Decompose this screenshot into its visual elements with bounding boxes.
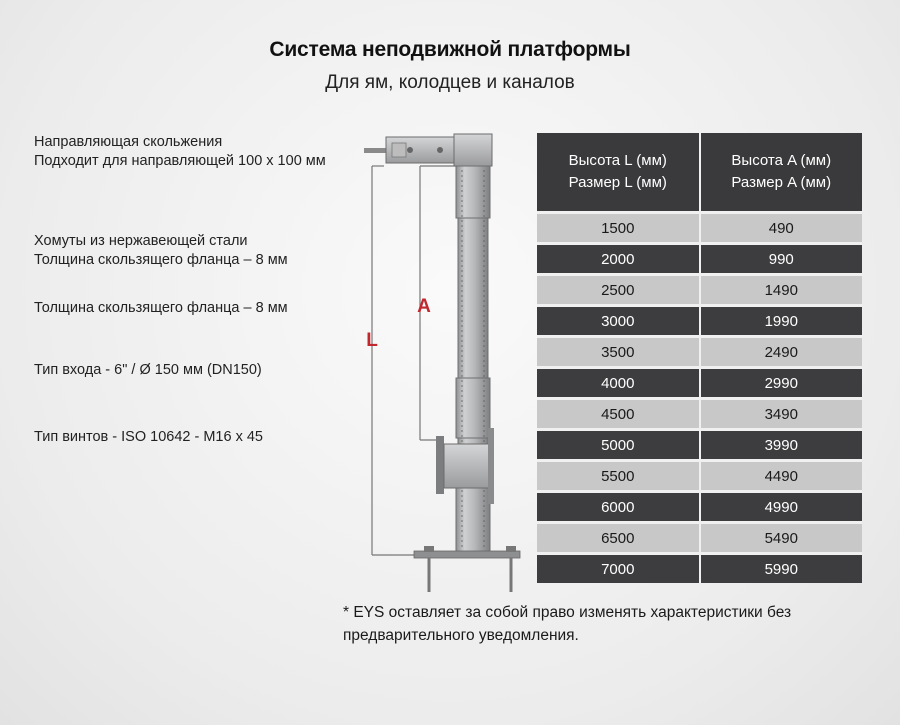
page-title: Система неподвижной платформы [269,38,631,61]
page-subtitle: Для ям, колодцев и каналов [325,72,575,93]
spec-line: Направляющая скольжения [34,134,223,150]
cell-l: 2500 [537,275,700,306]
cell-l: 4000 [537,368,700,399]
main-pipe [456,166,490,555]
spec-line: Толщина скользящего фланца – 8 мм [34,252,288,268]
table-row [537,337,862,368]
table-header-row [537,133,862,213]
table-row [537,368,862,399]
cell-a: 4490 [700,461,863,492]
note-line: предварительного уведомления. [343,627,579,644]
guide-bracket [364,134,492,166]
size-table [537,133,862,583]
disclaimer-note [343,601,791,647]
table-row [537,554,862,584]
cell-a: 1490 [700,275,863,306]
dimension-l [372,166,422,555]
cell-l: 5000 [537,430,700,461]
cell-a: 990 [700,244,863,275]
header-line: Размер L (мм) [568,174,667,191]
cell-l: 2000 [537,244,700,275]
cell-a: 490 [700,213,863,244]
table-row [537,275,862,306]
cell-a: 3490 [700,399,863,430]
table-row [537,492,862,523]
cell-l: 7000 [537,554,700,584]
cell-a: 1990 [700,306,863,337]
label-a: A [417,296,431,317]
table-row [537,244,862,275]
header-line: Высота L (мм) [568,152,667,169]
header-line: Размер A (мм) [731,174,832,191]
label-l: L [366,330,378,351]
cell-a: 5990 [700,554,863,584]
cell-l: 5500 [537,461,700,492]
cell-l: 6000 [537,492,700,523]
table-row [537,430,862,461]
cell-a: 2490 [700,337,863,368]
cell-l: 3000 [537,306,700,337]
cell-l: 4500 [537,399,700,430]
cell-a: 5490 [700,523,863,554]
table-row [537,523,862,554]
spec-line: Подходит для направляющей 100 x 100 мм [34,153,326,169]
table-row [537,461,862,492]
header-height-l [537,133,700,213]
note-line: * EYS оставляет за собой право изменять характеристики без [343,604,792,621]
base-plate [414,546,520,592]
spec-line: Тип входа - 6" / Ø 150 мм (DN150) [34,362,262,378]
spec-line: Хомуты из нержавеющей стали [34,233,248,249]
table-row [537,213,862,244]
cell-a: 3990 [700,430,863,461]
header-line: Высота A (мм) [731,152,832,169]
table-row [537,306,862,337]
spec-line: Толщина скользящего фланца – 8 мм [34,300,288,316]
cell-l: 6500 [537,523,700,554]
spec-line: Тип винтов - ISO 10642 - M16 x 45 [34,429,263,445]
header-height-a [700,133,863,213]
cell-a: 4990 [700,492,863,523]
cell-a: 2990 [700,368,863,399]
cell-l: 3500 [537,337,700,368]
table-row [537,399,862,430]
cell-l: 1500 [537,213,700,244]
